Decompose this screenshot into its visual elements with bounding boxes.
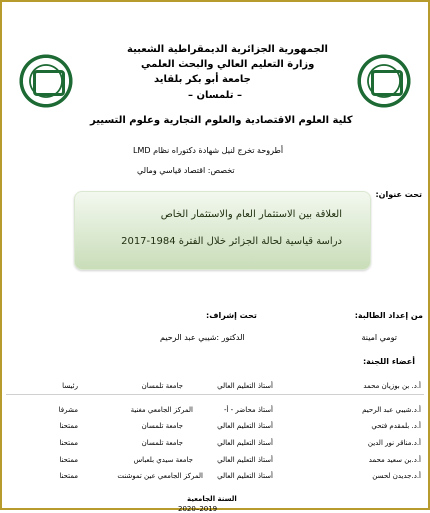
thesis-type: أطروحة تخرج لنيل شهادة دكتوراه نظام LMD bbox=[133, 146, 284, 155]
university-emblem-right bbox=[353, 50, 415, 112]
jury-member-role: رئيسا bbox=[62, 382, 78, 390]
student-label: من إعداد الطالبة: bbox=[354, 311, 423, 320]
supervisor-label: تحت إشراف: bbox=[206, 311, 257, 320]
jury-member-institution: المركز الجامعي مغنية bbox=[130, 406, 193, 414]
supervisor-name: الدكتور :شيبي عبد الرحيم bbox=[160, 333, 245, 342]
jury-member-role: ممتحنا bbox=[59, 472, 78, 480]
jury-member-rank: أستاذ محاضر - أ- bbox=[223, 406, 273, 414]
jury-member-institution: جامعة تلمسان bbox=[141, 422, 183, 430]
jury-member-institution: جامعة سيدي بلعباس bbox=[133, 456, 193, 464]
jury-member-name: أ.د.جديدن لحسن bbox=[372, 472, 421, 480]
student-name: تومي امينة bbox=[361, 333, 397, 342]
jury-member-institution: المركز الجامعي عين تموشنت bbox=[117, 472, 203, 480]
jury-label: أعضاء اللجنة: bbox=[362, 357, 415, 366]
thesis-subtitle: دراسة قياسية لحالة الجزائر خلال الفترة 1984-2017 bbox=[121, 236, 342, 247]
academic-year-label: السنة الجامعية bbox=[187, 495, 237, 503]
thesis-title: العلاقة بين الاستثمار العام والاستثمار الخاص bbox=[160, 209, 342, 220]
jury-member-role: ممتحنا bbox=[59, 439, 78, 447]
jury-member-rank: أستاذ التعليم العالي bbox=[217, 382, 273, 390]
jury-member-role: مشرفا bbox=[58, 406, 78, 414]
jury-member-rank: أستاذ التعليم العالي bbox=[217, 472, 273, 480]
city-name: – تلمسان – bbox=[188, 90, 242, 101]
jury-member-rank: أستاذ التعليم العالي bbox=[217, 422, 273, 430]
jury-member-institution: جامعة تلمسان bbox=[141, 439, 183, 447]
jury-separator-1 bbox=[6, 394, 424, 395]
jury-member-name: أ.د.بن سعيد محمد bbox=[368, 456, 421, 464]
republic-name: الجمهورية الجزائرية الديمقراطية الشعبية bbox=[127, 44, 328, 55]
university-emblem-left bbox=[15, 50, 77, 112]
topic-label: تحت عنوان: bbox=[375, 190, 422, 199]
jury-member-rank: أستاذ التعليم العالي bbox=[217, 439, 273, 447]
jury-member-institution: جامعة تلمسان bbox=[141, 382, 183, 390]
faculty-name: كلية العلوم الاقتصادية والعلوم التجارية وعلوم التسيير bbox=[90, 115, 353, 126]
thesis-specialty: تخصص: اقتصاد قياسي ومالي bbox=[137, 166, 235, 175]
jury-member-name: أ.د. بلمقدم فتحي bbox=[371, 422, 421, 430]
title-box bbox=[74, 191, 371, 270]
jury-member-rank: أستاذ التعليم العالي bbox=[217, 456, 273, 464]
jury-member-name: أ.د.مناقر نور الدين bbox=[367, 439, 421, 447]
jury-member-name: أ.د.شيبي عبد الرحيم bbox=[362, 406, 421, 414]
jury-member-role: ممتحنا bbox=[59, 456, 78, 464]
ministry-name: وزارة التعليم العالي والبحث العلمي bbox=[141, 59, 315, 70]
jury-member-role: ممتحنا bbox=[59, 422, 78, 430]
academic-year: 2020–2019 bbox=[178, 505, 218, 513]
jury-member-name: أ.د. بن بوزيان محمد bbox=[363, 382, 421, 390]
university-name: جامعة أبو بكر بلقايد bbox=[154, 74, 251, 85]
